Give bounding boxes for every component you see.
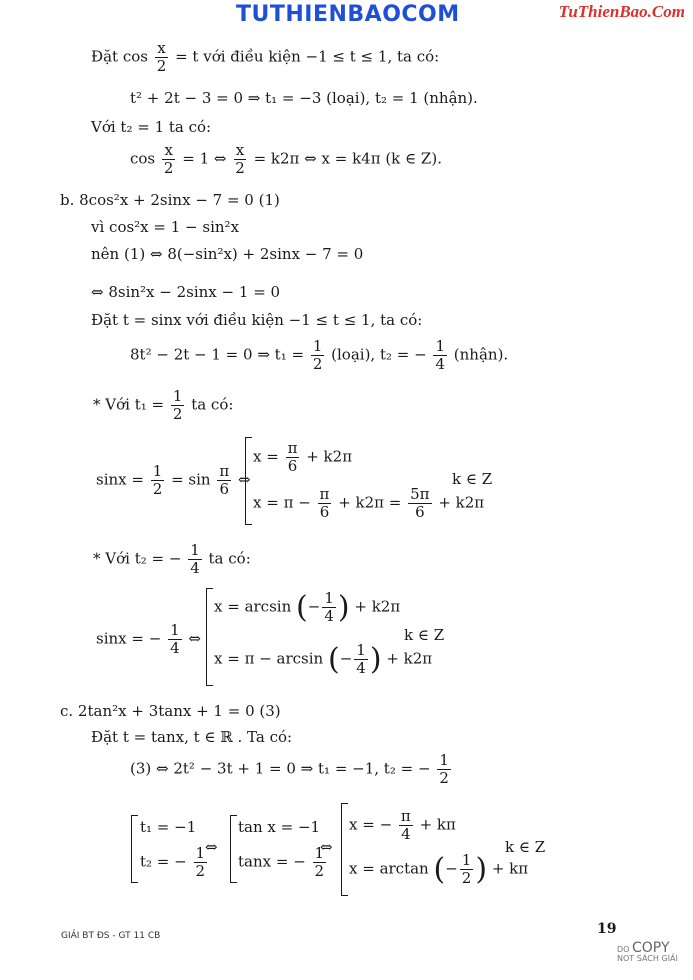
text: * Với t₁ = (93, 395, 165, 414)
fraction (433, 338, 447, 373)
bracket (131, 815, 132, 883)
book-title: GIẢI BT ĐS - GT 11 CB (61, 931, 161, 941)
text: + k2π (354, 597, 401, 616)
wm-copy: COPY (632, 940, 670, 956)
num: x (157, 39, 166, 57)
fraction (188, 542, 202, 577)
den: 4 (401, 825, 411, 843)
c-sys2-row2 (238, 845, 328, 880)
b-line-6 (93, 388, 233, 423)
text: + k2π (386, 649, 433, 668)
paren: ( (433, 852, 446, 887)
text: + kπ (419, 815, 456, 834)
den: 2 (156, 57, 167, 75)
text: cos (130, 149, 156, 168)
den: 2 (235, 159, 245, 177)
b-line-5 (130, 338, 508, 373)
bracket (230, 815, 231, 883)
text: = t với điều kiện −1 ≤ t ≤ 1, ta có: (175, 47, 440, 66)
fraction (233, 142, 247, 177)
watermark-line (617, 940, 678, 956)
fraction (322, 590, 336, 625)
den: 2 (314, 862, 325, 880)
text: ⇔ (237, 470, 251, 489)
text: t₂ = − (140, 852, 187, 871)
den: 2 (312, 355, 323, 373)
b-line-3: ⇔ 8sin²x − 2sinx − 1 = 0 (91, 283, 281, 301)
text: x = π − arcsin (214, 649, 324, 668)
b-line-1: vì cos²x = 1 − sin²x (91, 218, 240, 236)
num: π (319, 485, 330, 503)
c-sys3-row1 (349, 808, 456, 843)
line-2: t² + 2t − 3 = 0 ⇒ t₁ = −3 (loại), t₂ = 1 (nhận). (130, 89, 478, 107)
fraction (155, 40, 169, 75)
b-sol-3 (214, 590, 400, 625)
den: 6 (415, 503, 425, 521)
bracket (206, 588, 207, 686)
text: 8t² − 2t − 1 = 0 ⇒ t₁ = (130, 345, 305, 364)
text: x = arcsin (214, 597, 292, 616)
b-sol-4 (214, 642, 432, 677)
fraction (311, 338, 325, 373)
part-c-title: c. 2tan²x + 3tanx + 1 = 0 (3) (60, 702, 281, 720)
paren: ) (475, 852, 488, 887)
watermark (617, 940, 678, 963)
num: 1 (356, 641, 366, 659)
num: x (235, 141, 245, 159)
den: 2 (195, 862, 206, 880)
fraction (399, 808, 413, 843)
den: 6 (319, 503, 330, 521)
text: ta có: (208, 549, 251, 568)
text: sinx = − (96, 629, 162, 648)
den: 2 (163, 159, 174, 177)
text: − (445, 859, 458, 878)
text: − (307, 597, 321, 616)
c-sys1-row1: t₁ = −1 (140, 818, 197, 836)
k-in-z: k ∈ Z (505, 838, 546, 856)
num: 1 (314, 844, 325, 862)
text: tanx = − (238, 852, 306, 871)
num: π (400, 807, 411, 825)
text: = 1 ⇔ (182, 149, 227, 168)
part-b-title: b. 8cos²x + 2sinx − 7 = 0 (1) (60, 191, 280, 209)
num: 1 (439, 751, 449, 769)
text: = sin (171, 470, 211, 489)
den: 6 (287, 457, 298, 475)
wm-sach-giai: SÁCH GIẢI (636, 954, 678, 963)
c-sys1-row2 (140, 845, 209, 880)
text: Đặt cos (91, 47, 148, 66)
num: 1 (435, 337, 446, 355)
paren: ) (337, 590, 350, 625)
text: ⇔ (188, 629, 201, 648)
den: 2 (461, 869, 472, 887)
text: = k2π ⇔ x = k4π (k ∈ Z). (253, 149, 442, 168)
fraction (286, 440, 300, 475)
site-title: TUTHIENBAOCOM (236, 2, 460, 27)
c-line-1: Đặt t = tanx, t ∈ ℝ . Ta có: (91, 728, 293, 746)
fraction (217, 463, 231, 498)
den: 4 (356, 659, 366, 677)
c-line-2 (130, 752, 453, 787)
num: 1 (172, 387, 183, 405)
text: + k2π (306, 447, 353, 466)
text: (loại), t₂ = − (331, 345, 427, 364)
line-3: Với t₂ = 1 ta có: (91, 118, 212, 136)
den: 6 (219, 480, 230, 498)
b-line-2: nên (1) ⇔ 8(−sin²x) + 2sinx − 7 = 0 (91, 245, 364, 263)
site-logo: TuThienBao.Com (558, 2, 685, 21)
wm-not: NOT (617, 954, 635, 963)
text: + k2π (438, 493, 485, 512)
num: 1 (461, 851, 472, 869)
text: x = − (349, 815, 393, 834)
b-line-8 (93, 542, 251, 577)
den: 4 (190, 559, 200, 577)
c-sys2-row1: tan x = −1 (238, 818, 321, 836)
text: − (339, 649, 353, 668)
den: 2 (439, 769, 449, 787)
text: sinx = (96, 470, 144, 489)
b-line-4: Đặt t = sinx với điều kiện −1 ≤ t ≤ 1, ta có: (91, 311, 423, 329)
c-sys3-row2 (349, 852, 528, 887)
k-in-z: k ∈ Z (452, 470, 493, 488)
text: + kπ (491, 859, 529, 878)
fraction (408, 486, 431, 521)
paren: ( (327, 642, 340, 677)
num: 1 (152, 462, 163, 480)
line-1 (91, 40, 439, 75)
text: (3) ⇔ 2t² − 3t + 1 = 0 ⇒ t₁ = −1, t₂ = − (130, 759, 431, 778)
den: 4 (324, 607, 334, 625)
num: 1 (195, 844, 206, 862)
num: 1 (312, 337, 323, 355)
num: 5π (410, 485, 430, 503)
watermark-line (617, 954, 678, 963)
fraction (162, 142, 176, 177)
num: x (164, 141, 173, 159)
b-sol-1 (253, 440, 352, 475)
bracket (341, 803, 342, 896)
wm-do: DO (617, 945, 630, 954)
fraction (460, 852, 474, 887)
equiv-arrow: ⇔ (320, 838, 333, 856)
fraction (151, 463, 165, 498)
fraction (171, 388, 185, 423)
paren: ) (369, 642, 382, 677)
equiv-arrow: ⇔ (205, 838, 218, 856)
fraction (168, 622, 182, 657)
den: 2 (152, 480, 163, 498)
text: x = π − (253, 493, 311, 512)
text: x = arctan (349, 859, 429, 878)
bracket (245, 437, 246, 525)
k-in-z: k ∈ Z (404, 626, 445, 644)
den: 4 (170, 639, 180, 657)
b-sol-2 (253, 486, 484, 521)
page-number: 19 (597, 921, 617, 937)
text: * Với t₂ = − (93, 549, 182, 568)
text: x = (253, 447, 279, 466)
b-line-9 (96, 622, 201, 657)
text: + k2π = (338, 493, 402, 512)
paren: ( (296, 590, 308, 625)
b-line-7 (96, 463, 251, 498)
num: π (219, 462, 230, 480)
den: 4 (435, 355, 446, 373)
den: 2 (172, 405, 183, 423)
fraction (354, 642, 368, 677)
text: ta có: (191, 395, 234, 414)
num: 1 (324, 589, 334, 607)
fraction (318, 486, 332, 521)
num: π (287, 439, 298, 457)
num: 1 (190, 541, 200, 559)
line-4 (130, 142, 442, 177)
num: 1 (170, 621, 180, 639)
text: (nhận). (453, 345, 509, 364)
fraction (437, 752, 451, 787)
